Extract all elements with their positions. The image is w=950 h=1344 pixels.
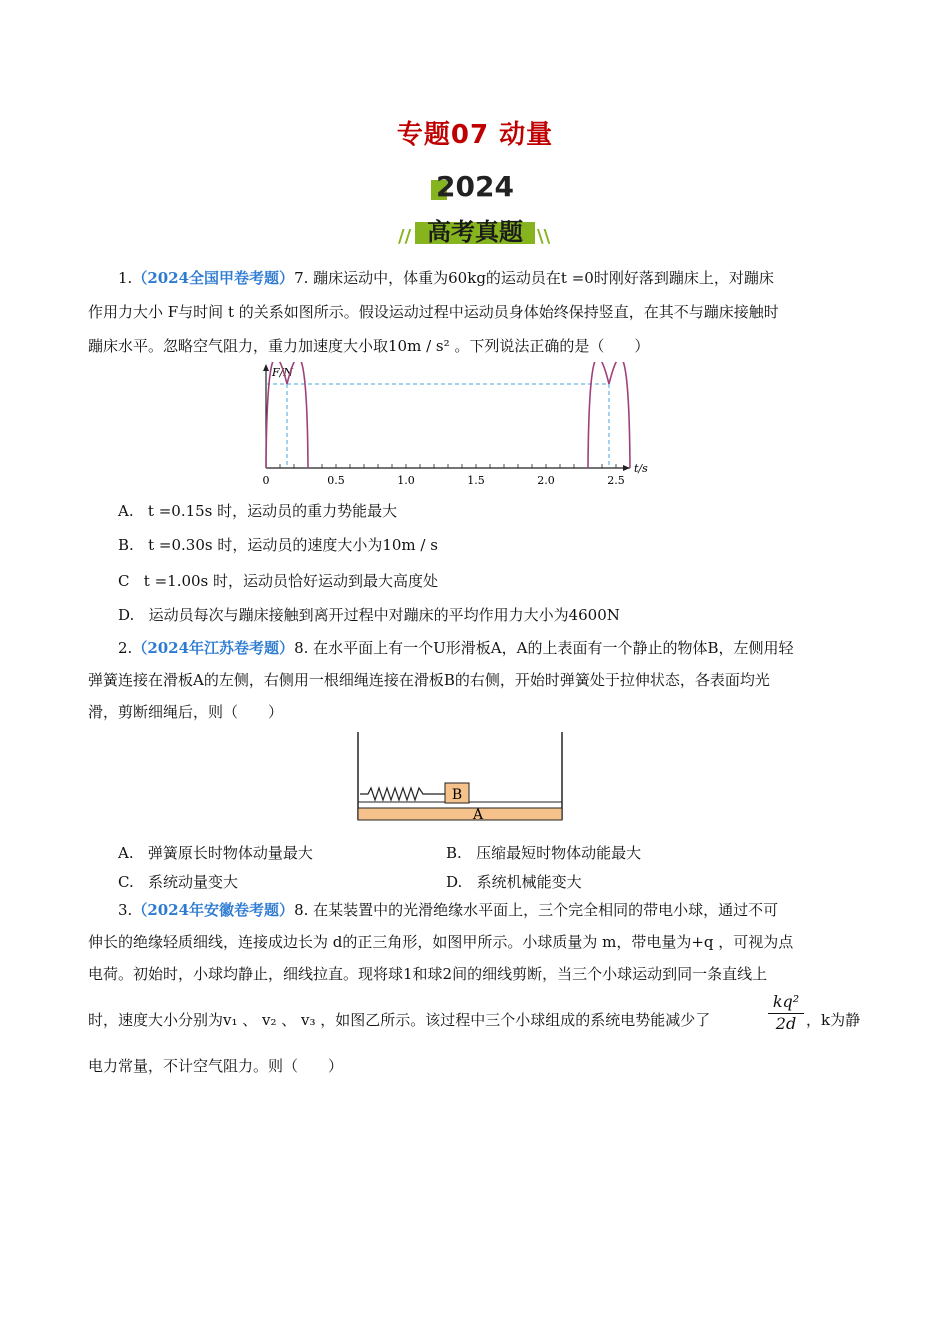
x-axis-label: t/s <box>634 462 648 475</box>
q2-option-c[interactable]: C. 系统动量变大 <box>118 873 239 891</box>
q3-fraction <box>768 992 804 1033</box>
x-tick-label: 0.5 <box>327 474 345 487</box>
q2-line3: 滑，剪断细绳后，则（ ） <box>88 703 284 721</box>
q2-line1: 2.（2024年江苏卷考题）8. 在水平面上有一个U形滑板A，A的上表面有一个静止的物体B，左侧用轻 <box>118 639 794 657</box>
q1-option-b[interactable]: B. t =0.30s 时，运动员的速度大小为10m / s <box>118 536 438 554</box>
q3-line3: 电荷。初始时，小球均静止，细线拉直。现将球1和球2间的细线剪断，当三个小球运动到同一条直线上 <box>88 965 768 983</box>
x-tick-label: 1.5 <box>467 474 485 487</box>
q2-option-b[interactable]: B. 压缩最短时物体动能最大 <box>446 844 642 862</box>
q1-option-a[interactable]: A. t =0.15s 时，运动员的重力势能最大 <box>118 502 398 520</box>
y-axis-arrow-icon <box>263 364 269 371</box>
board-a <box>358 808 562 820</box>
x-tick-label: 1.0 <box>397 474 415 487</box>
q1-option-d[interactable]: D. 运动员每次与蹦床接触到离开过程中对蹦床的平均作用力大小为4600N <box>118 606 620 624</box>
page-title: 专题07 动量 <box>396 120 554 150</box>
x-tick-label: 0 <box>262 474 270 487</box>
year-heading: 2024 <box>436 170 514 203</box>
x-axis-arrow-icon <box>623 465 630 471</box>
q2-source: （2024年江苏卷考题） <box>132 639 295 657</box>
q1-option-c[interactable]: C t =1.00s 时，运动员恰好运动到最大高度处 <box>118 572 439 590</box>
q3-line1: 3.（2024年安徽卷考题）8. 在某装置中的光滑绝缘水平面上，三个完全相同的带电小球，通过不可 <box>118 901 779 919</box>
q2-slider-figure <box>350 730 570 826</box>
x-tick-label: 2.0 <box>537 474 555 487</box>
x-tick-label: 2.5 <box>607 474 625 487</box>
q2-option-d[interactable]: D. 系统机械能变大 <box>446 873 582 891</box>
q2-option-a[interactable]: A. 弹簧原长时物体动量最大 <box>118 844 313 862</box>
banner-slash-left-icon: // <box>398 226 412 247</box>
board-a-label: A <box>472 807 484 823</box>
q1-force-time-chart <box>250 362 670 490</box>
banner-slash-right-icon: \\ <box>537 226 551 247</box>
q3-line5: 电力常量，不计空气阻力。则（ ） <box>88 1057 344 1075</box>
block-b-label: B <box>451 787 463 803</box>
fraction-numerator: kq² <box>772 992 800 1011</box>
fraction-denominator: 2d <box>768 1013 804 1033</box>
spring-icon <box>360 788 445 800</box>
q1-line3: 蹦床水平。忽略空气阻力，重力加速度大小取10m / s² 。下列说法正确的是（ ） <box>88 337 650 355</box>
section-banner: 高考真题 <box>427 218 523 246</box>
q3-line4b: ，k为静 <box>806 1011 861 1029</box>
y-axis-label: F/N <box>272 366 293 379</box>
q3-line4a: 时，速度大小分别为v₁ 、 v₂ 、 v₃ ，如图乙所示。该过程中三个小球组成的系统电势能减少了 <box>88 1011 711 1029</box>
q1-line2: 作用力大小 F与时间 t 的关系如图所示。假设运动过程中运动员身体始终保持竖直，在其不与蹦床接触时 <box>88 303 779 321</box>
q1-line1: 1.（2024全国甲卷考题）7. 蹦床运动中，体重为60kg的运动员在t =0时刚好落到蹦床上，对蹦床 <box>118 269 774 287</box>
q1-source: （2024全国甲卷考题） <box>132 269 295 287</box>
q2-line2: 弹簧连接在滑板A的左侧，右侧用一根细绳连接在滑板B的右侧，开始时弹簧处于拉伸状态，各表面均光 <box>88 671 770 689</box>
q3-source: （2024年安徽卷考题） <box>132 901 295 919</box>
q3-line2: 伸长的绝缘轻质细线，连接成边长为 d的正三角形，如图甲所示。小球质量为 m，带电量为+q ，可视为点 <box>88 933 794 951</box>
